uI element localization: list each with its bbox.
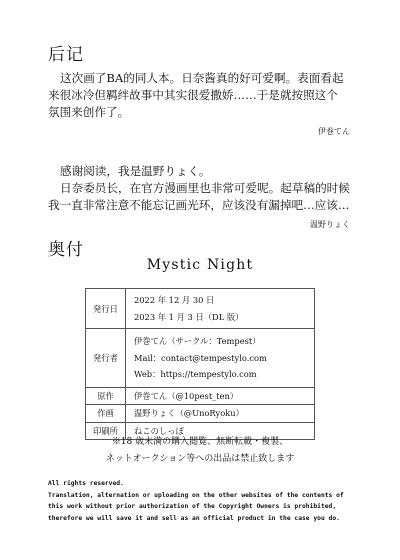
rights-line: Translation, alternation or uploading on the other websites of the contents of [48, 491, 344, 499]
label-publish-date: 発行日 [86, 289, 126, 329]
afterword-heading: 后记 [48, 45, 84, 65]
value-artwork [126, 405, 315, 423]
value-line: 2023 年 1 月 3 日（DL 版） [134, 311, 244, 322]
signature-iman-ten: 伊巻てん [318, 127, 350, 136]
paragraph-line: 这次画了BA的同人本。日奈酱真的好可爱啊。表面看起 [60, 71, 344, 85]
paragraph-line: 感谢阅读，我是温野りょく。 [60, 164, 211, 178]
rights-line: All rights reserved. [48, 480, 124, 487]
paragraph-line: 氛围来创作了。 [48, 105, 130, 119]
web-link[interactable]: Web：https://tempestylo.com [134, 369, 257, 379]
paragraph-line: 我一直非常注意不能忘记画光环，应该没有漏掉吧…应该… [48, 198, 350, 212]
label-printer: 印刷所 [86, 422, 126, 440]
value-line: 2022 年 12 月 30 日 [134, 295, 215, 305]
value-original-work [126, 387, 315, 405]
value-line: ねこのしっぽ [134, 425, 184, 436]
rights-line: therefore we will save it and sell as an official product in the case you do. [48, 514, 340, 522]
copyright-notice [48, 478, 344, 524]
table-row [86, 405, 315, 423]
value-publisher [126, 329, 315, 388]
label-publisher: 発行者 [86, 329, 126, 388]
age-restriction-notice [0, 434, 400, 468]
notice-line: ネットオークション等への出品は禁止致します [105, 454, 295, 464]
label-artwork: 作画 [86, 405, 126, 423]
paragraph-line: 来很冰冷但羁绊故事中其实很爱撒娇……于是就按照这个 [48, 88, 338, 102]
signature-onno-ryoku: 温野りょく [310, 220, 350, 229]
notice-line: ※18 歳未満の購入閲覧、無断転載・複製、 [111, 437, 289, 447]
rights-line: this work without prior authorization of the Copyright Owners is prohibited, [48, 503, 337, 510]
colophon-heading: 奥付 [48, 240, 84, 260]
paragraph-line: 日奈委员长，在官方漫画里也非常可爱呢。起草稿的时候 [60, 181, 350, 195]
value-publish-date [126, 289, 315, 329]
label-original-work: 原作 [86, 387, 126, 405]
email-link[interactable]: Mail：contact@tempestylo.com [134, 352, 267, 363]
afterword-paragraph-2 [48, 163, 350, 214]
value-line: 温野りょく（@UnoRyoku） [134, 408, 244, 418]
table-row [86, 329, 315, 388]
colophon-table [85, 288, 315, 440]
value-line: 伊巻てん（@10pest_ten） [134, 390, 239, 401]
book-title: Mystic Night [146, 257, 254, 273]
table-row [86, 289, 315, 329]
afterword-paragraph-1 [48, 70, 344, 121]
value-line: 伊巻てん（サークル：Tempest） [134, 336, 261, 346]
table-row [86, 387, 315, 405]
